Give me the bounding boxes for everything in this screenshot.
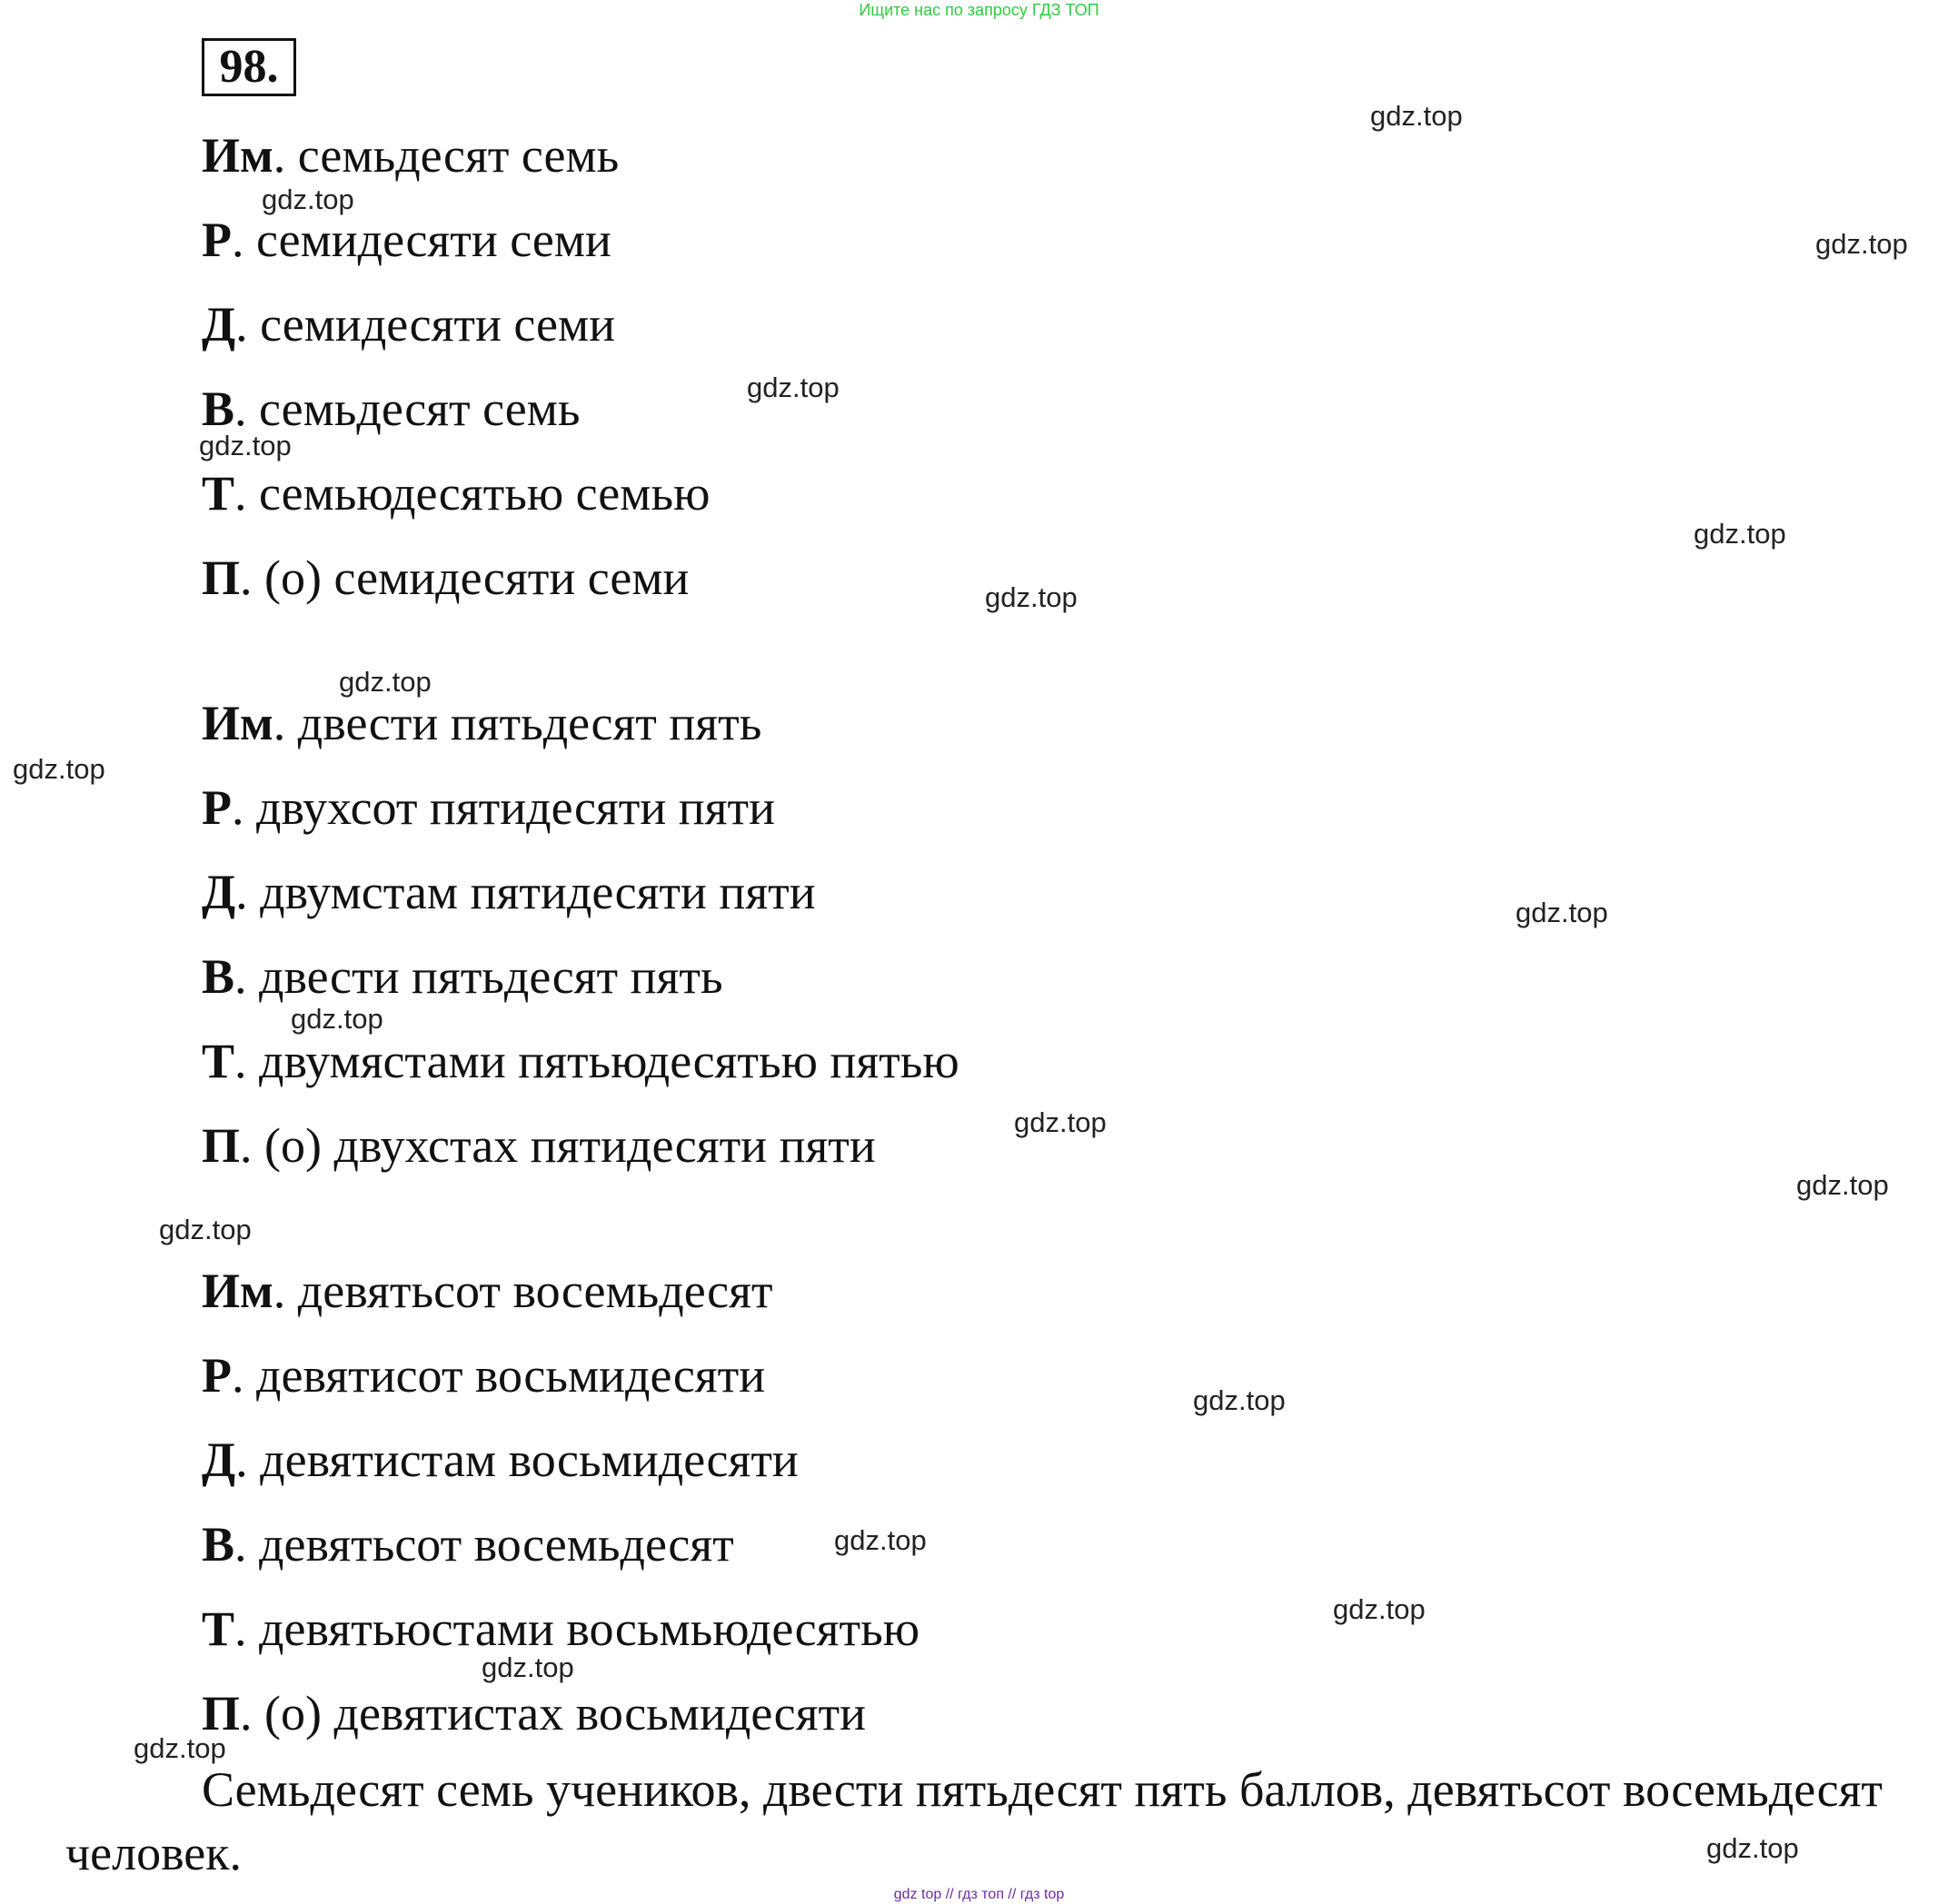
declension-row: [202, 1601, 919, 1657]
case-form: . семьдесят семь: [234, 382, 581, 436]
watermark: gdz.top: [482, 1651, 574, 1683]
summary-sentence: Семьдесят семь учеников, двести пятьдесят пять баллов, девятьсот восемьдесят человек.: [65, 1762, 1883, 1880]
case-label: Д: [202, 1433, 236, 1487]
watermark: gdz.top: [13, 753, 105, 785]
declension-row: [202, 1432, 799, 1488]
declension-row: [202, 465, 710, 521]
case-form: . (о) двухстах пятидесяти пяти: [240, 1118, 876, 1173]
case-form: . девятистам восьмидесяти: [235, 1433, 799, 1487]
watermark: gdz.top: [834, 1524, 927, 1556]
declension-row: [202, 1117, 876, 1174]
declension-row: [202, 1263, 773, 1319]
case-label: Им: [202, 696, 273, 750]
case-form: . двухсот пятидесяти пяти: [232, 780, 775, 835]
watermark: gdz.top: [985, 581, 1078, 613]
watermark: gdz.top: [1370, 100, 1463, 132]
case-form: . (о) девятистах восьмидесяти: [240, 1686, 866, 1740]
watermark: gdz.top: [1333, 1593, 1426, 1625]
watermark: gdz.top: [134, 1732, 226, 1764]
case-label: Д: [202, 297, 236, 352]
declension-row: [202, 212, 611, 268]
watermark: gdz.top: [1796, 1169, 1889, 1201]
case-form: . двумстам пятидесяти пяти: [235, 865, 816, 919]
case-label: П: [202, 550, 241, 605]
case-label: Р: [202, 780, 232, 835]
declension-row: [202, 948, 723, 1005]
watermark: gdz.top: [1516, 897, 1608, 928]
watermark: gdz.top: [159, 1214, 252, 1245]
watermark: gdz.top: [339, 666, 432, 698]
case-form: . девятисот восьмидесяти: [232, 1348, 766, 1403]
case-label: Т: [202, 466, 235, 521]
watermark: gdz.top: [291, 1003, 383, 1035]
watermark: gdz.top: [1694, 518, 1786, 550]
case-label: Им: [202, 1264, 273, 1318]
case-form: . семьдесят семь: [273, 128, 620, 183]
watermark: gdz.top: [262, 183, 354, 215]
case-label: П: [202, 1686, 241, 1740]
watermark: gdz.top: [1815, 228, 1908, 260]
case-form: . семидесяти семи: [235, 297, 616, 352]
case-form: . семидесяти семи: [232, 213, 611, 267]
case-label: Т: [202, 1034, 235, 1088]
watermark: gdz.top: [1014, 1106, 1107, 1138]
case-label: В: [202, 382, 235, 436]
task-number: 98.: [202, 38, 296, 96]
watermark: gdz.top: [1193, 1384, 1286, 1416]
watermark: gdz.top: [199, 430, 292, 461]
case-label: Т: [202, 1602, 235, 1656]
declension-row: [202, 864, 816, 920]
declension-row: [202, 381, 581, 437]
declension-row: [202, 1347, 765, 1403]
declension-row: [202, 1685, 866, 1741]
case-label: Д: [202, 865, 236, 919]
case-form: . семьюдесятью семью: [234, 466, 711, 521]
case-form: . двумястами пятьюдесятью пятью: [234, 1034, 959, 1088]
case-form: . двести пятьдесят пять: [234, 949, 723, 1004]
case-label: В: [202, 949, 235, 1004]
declension-row: [202, 695, 761, 751]
case-form: . девятьсот восемьдесят: [234, 1517, 734, 1572]
case-label: П: [202, 1118, 241, 1173]
watermark: gdz.top: [747, 372, 840, 403]
declension-row: [202, 296, 615, 352]
bottom-banner: gdz top // гдз топ // гдз top: [893, 1887, 1065, 1902]
top-banner: Ищите нас по запросу ГДЗ ТОП: [859, 1, 1099, 19]
case-label: Р: [202, 213, 232, 267]
declension-row: [202, 1516, 734, 1572]
case-form: . (о) семидесяти семи: [240, 550, 690, 605]
declension-row: [202, 1033, 959, 1089]
case-label: Р: [202, 1348, 232, 1403]
declension-row: [202, 550, 689, 606]
case-form: . двести пятьдесят пять: [273, 696, 762, 750]
case-form: . девятьюстами восьмьюдесятью: [234, 1602, 920, 1656]
case-label: В: [202, 1517, 235, 1572]
declension-row: [202, 779, 775, 836]
case-form: . девятьсот восемьдесят: [273, 1264, 773, 1318]
watermark: gdz.top: [1706, 1832, 1799, 1864]
case-label: Им: [202, 128, 273, 183]
declension-row: [202, 127, 619, 183]
